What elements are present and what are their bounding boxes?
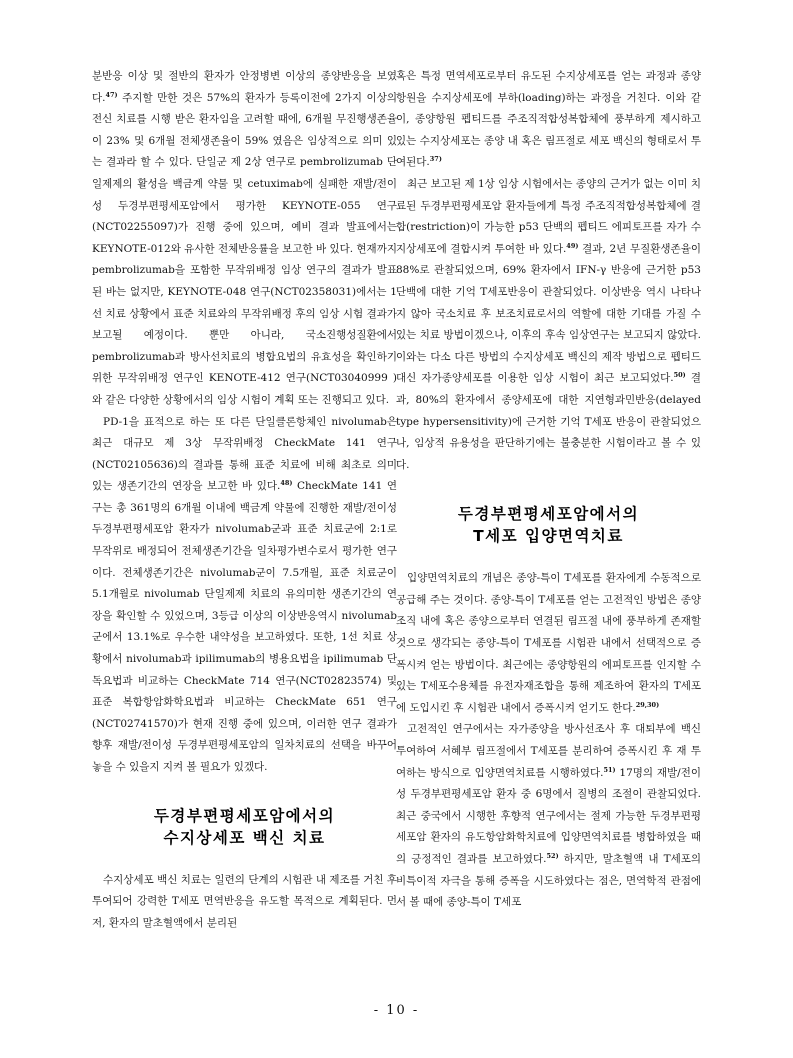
section-heading-line: T세포 입양면역치료 [473,527,624,546]
paragraph-text: 수지상세포 백신 치료는 일련의 단계의 시험관 내 제조를 거친 후 투여되어 강력한 T세포 면역반응을 유도할 목적으로 계획된다. 먼저, 환자의 말초혈액에서 분리된 [92,873,397,929]
section-heading [396,503,701,547]
paragraph-text: 결과, 2년 무질환생존율이 88%로 관찰되었으며, 69% 환자에서 IFN-γ 반응에 근거한 p53 단백에 대한 기억 T세포반응이 관찰되었다. 이상반응 역시 나타나지 않아 국소치료 후 보조치료로서의 역할에 대한 기대를 가질 수 있는 치료 방법이겠으나, 이후의 후속 임상연구는 보고되지 않았다. 이와는 다소 다른 방법의 수지상세포 백신의 제작 방법으로 펩티드 대신 자가종양세포를 이용한 임상 시험이 최근 보고되었다. [396,242,701,385]
paragraph-text: 고전적인 연구에서는 자가종양을 방사선조사 후 대퇴부에 백신 투여하여 서혜부 림프절에서 T세포를 분리하여 증폭시킨 후 재 투여하는 방식으로 입양면역치료를 시행하였다. [396,723,701,779]
paragraph [396,719,701,913]
section-heading-line: 두경부편평세포암에서의 [153,806,336,825]
paragraph [396,568,701,719]
paragraph-text: 17명의 재발/전이성 두경부편평세포암 환자 중 6명에서 질병의 조절이 관찰되었다. 최근 중국에서 시행한 후향적 연구에서는 절제 가능한 두경부편평세포암 환자의 유도항암화학치료에 입양면역치료를 병합하였을 때의 긍정적인 결과를 보고하였다. [396,766,701,865]
section-heading-line: 두경부편평세포암에서의 [457,505,640,524]
reference-superscript: 29,30) [635,700,660,709]
reference-superscript: 49) [566,241,579,250]
paragraph [92,66,397,412]
paragraph-text: 입양면역치료의 개념은 종양-특이 T세포를 환자에게 수동적으로 공급해 주는 것이다. 종양-특이 T세포를 얻는 고전적인 방법은 종양 조직 내에 혹은 종양으로부터 연결된 림프절 내에 풍부하게 존재할 것으로 생각되는 종양-특이 T세포를 시험관 내에서 선택적으로 증폭시켜 얻는 방법이다. 최근에는 종양항원의 에피토프를 인지할 수 있는 T세포수용체를 유전자재조합을 통해 제조하여 환자의 T세포에 도입시킨 후 시험관 내에서 증폭시켜 얻기도 한다. [396,572,701,714]
paragraph-text: 분반응 이상 및 절반의 환자가 안정병변 이상의 종양반응을 보였다. [92,70,397,104]
page-number: - 10 - [373,1003,420,1018]
paragraph-text: 주지할 만한 것은 57%의 환자가 등록이전에 2가지 이상의 전신 치료를 시행 받은 환자임을 고려할 때에, 6개월 무진행생존율이 23% 및 6개월 전체생존율이 59% 였음은 임상적으로 의미 있는 결과라 할 수 있다. 단일군 제 2상 연구로 pembrolizumab 단일제제의 활성을 백금계 약물 및 cetuximab에 실패한 재발/전이성 두경부편평세포암에서 평가한 KEYNOTE-055 연구(NCT02255097)가 진행 중에 있으며, 예비 결과 발표에서는 KEYNOTE-012와 유사한 전체반응률을 보고한 바 있다. 현재까지 pembrolizumab을 포함한 무작위배정 임상 연구의 결과가 발표된 바는 없지만, KEYNOTE-048 연구(NCT02358031)에서는 1선 치료 상황에서 표준 치료와의 무작위배정 후의 임상 시험 결과가 보고될 예정이다. 뿐만 아니라, 국소진행성질환에서 pembrolizumab과 방사선치료의 병합요법의 유효성을 확인하기 위한 무작위배정 연구인 KENOTE-412 연구(NCT03040999 )와 같은 다양한 상황에서의 임상 시험이 계획 또는 진행되고 있다. [92,91,397,406]
paragraph [396,174,701,476]
paragraph-text: 하지만, 말초혈액 내 T세포의 비특이적 자극을 통해 증폭을 시도하였다는 점은, 면역학적 관점에서 볼 때에 종양-특이 T세포 [396,853,702,909]
reference-superscript: 52) [546,852,559,860]
paragraph-text: CheckMate 141 연구는 총 361명의 6개월 이내에 백금계 약물에 진행한 재발/전이성 두경부편평세포암 환자가 nivolumab군과 표준 치료군에 2:1로 무작위로 배정되어 전체생존기간을 일차평가변수로서 평가한 연구이다. 전체생존기간은 nivolumab군이 7.5개월, 표준 치료군이 5.1개월로 nivolumab 단일제제 치료의 유의미한 생존기간의 연장을 확인할 수 있었으며, 3등급 이상의 이상반응역시 nivolumab군에서 13.1%로 우수한 내약성을 보고하였다. 또한, 1선 치료 상황에서 nivolumab과 ipilimumab의 병용요법을 ipilimumab 단독요법과 비교하는 CheckMate 714 연구(NCT02823574) 및 표준 복합항암화학요법과 비교하는 CheckMate 651 연구(NCT02741570)가 현재 진행 중에 있으며, 이러한 연구 결과가 향후 재발/전이성 두경부편평세포암의 일차치료의 선택을 바꾸어 놓을 수 있을지 지켜 볼 필요가 있겠다. [92,480,397,773]
reference-superscript: 47) [105,90,118,99]
right-column [396,66,701,914]
section-heading [92,805,397,849]
paragraph [92,870,397,935]
paragraph [396,66,701,174]
reference-superscript: 37) [429,155,442,164]
section-heading-line: 수지상세포 백신 치료 [163,828,326,847]
reference-superscript: 51) [603,765,616,774]
reference-superscript: 48) [280,479,293,488]
paragraph-text: 혹은 특정 면역세포로부터 유도된 수지상세포를 얻는 과정과 종양항원을 수지상세포에 부하(loading)하는 과정을 거친다. 이와 같이, 종양항원 펩티드를 주조직적합성복합체에 풍부하게 제시하고 있는 수지상세포는 종양 내 혹은 림프절로 세포 백신의 형태로서 투여된다. [396,70,701,169]
reference-superscript: 50) [673,371,686,380]
left-column [92,66,397,934]
paragraph-text: 결과, 80%의 환자에서 종양세포에 대한 지연형과민반응(delayed type hypersensitivity)에 근거한 기억 T세포 반응이 관찰되었으나, 임상적 유용성을 판단하기에는 불충분한 시험이라고 볼 수 있다. [396,372,701,471]
paragraph-text: 최근 보고된 제 1상 임상 시험에서는 종양의 근거가 없는 이미 치료된 두경부편평세포암 환자들에게 특정 주조직적합성복합체에 결합(restriction)이 가능한 p53 단백의 펩티드 에피토프를 자가 수지상세포에 결합시켜 투여한 바 있다. [396,177,701,255]
paragraph-text: PD-1을 표적으로 하는 또 다른 단일클론항체인 nivolumab은 최근 대규모 제 3상 무작위배정 CheckMate 141 연구(NCT02105636)의 결과를 통해 표준 치료에 비해 최초로 의미 있는 생존기간의 연장을 보고한 바 있다. [92,415,397,493]
paragraph [92,412,397,779]
